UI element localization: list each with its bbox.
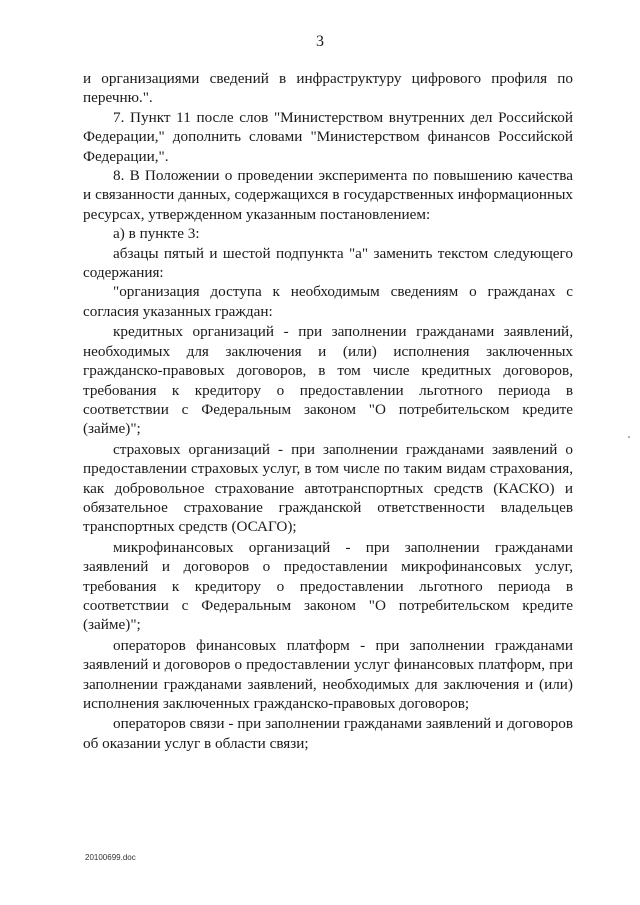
paragraph-subitem-a: а) в пункте 3: (113, 225, 200, 243)
paragraph-replace-instruction: абзацы пятый и шестой подпункта "а" заменить текстом следующего содержания: (83, 244, 573, 282)
paragraph-telecom-operators: операторов связи - при заполнении гражданами заявлений и договоров об оказании услуг в области связи; (83, 715, 573, 752)
paragraph-quoted-intro: "организация доступа к необходимым сведениям о гражданах с согласия указанных граждан: (83, 283, 573, 320)
paragraph-insurance-organizations: страховых организаций - при заполнении гражданами заявлений о предоставлении страховых услуг, в том числе по таким видам страхования, как добровольное страхование автотранспортных средств (КАСКО) и обязательное страхование гражданской ответственности владельцев транспортных средств (ОСАГО); (83, 440, 573, 536)
paragraph-financial-platforms: операторов финансовых платформ - при заполнении гражданами заявлений и договоров о предоставлении услуг финансовых платформ, при заполнении гражданами заявлений, необходимых для заключения и (или) исполнения заключенных гражданско-правовых договоров; (83, 636, 573, 712)
footer-document-code: 20100699.doc (85, 853, 136, 862)
paragraph-microfinance-organizations: микрофинансовых организаций - при заполнении гражданами заявлений и договоров о предоставлении микрофинансовых услуг, требования к кредитору о предоставлении льготного периода в соответствии с Федеральным законом "О потребительском кредите (займе)"; (83, 538, 573, 634)
paragraph-item-7: 7. Пункт 11 после слов "Министерством внутренних дел Российской Федерации," дополнить словами "Министерством финансов Российской Федерации,". (83, 108, 573, 165)
paragraph-continuation: и организациями сведений в инфраструктуру цифрового профиля по перечню.". (83, 70, 573, 107)
paragraph-credit-organizations: кредитных организаций - при заполнении гражданами заявлений, необходимых для заключения и (или) исполнения заключенных гражданско-правовых договоров, в том числе кредитных договоров, требования к кредитору о предоставлении льготного периода в соответствии с Федеральным законом "О потребительском кредите (займе)"; (83, 323, 573, 438)
scan-dot (628, 436, 630, 438)
document-body (83, 69, 573, 753)
paragraph-item-8: 8. В Положении о проведении эксперимента по повышению качества и связанности данных, содержащихся в государственных информационных ресурсах, утвержденном указанным постановлением: (83, 167, 573, 223)
page-number: 3 (316, 33, 324, 50)
